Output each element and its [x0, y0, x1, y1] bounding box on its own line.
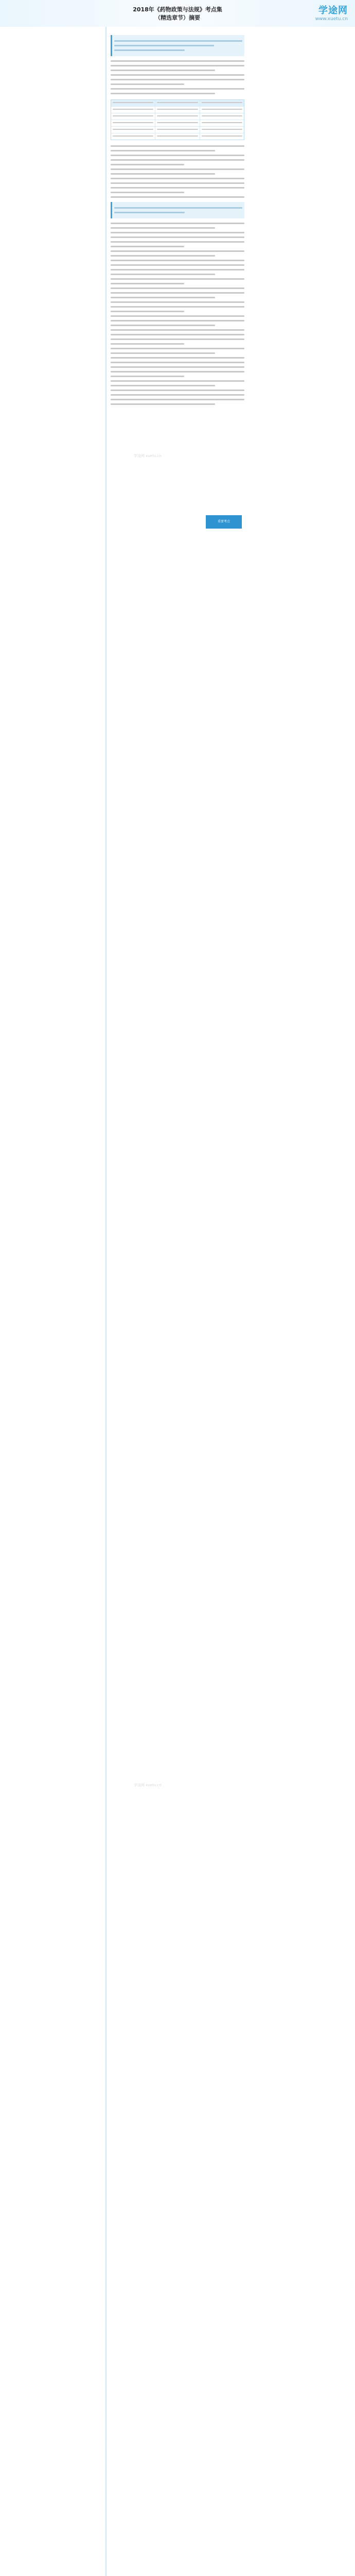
brand-name: 学途网 — [318, 5, 348, 16]
document-body — [111, 31, 244, 408]
brand-url: www.xuetu.cn — [315, 16, 348, 22]
left-margin-rule — [105, 27, 106, 2576]
data-table — [111, 99, 244, 140]
highlight-block — [111, 35, 244, 56]
watermark: 学途网 xuetu.cn — [134, 454, 162, 458]
doc-title-line1: 2018年《药物政策与法规》考点集 — [133, 6, 222, 13]
key-point-callout: 重要考点 — [206, 515, 242, 529]
watermark: 学途网 xuetu.cn — [134, 1783, 162, 1787]
doc-title-line2: （精选章节）摘要 — [155, 14, 200, 21]
top-banner — [0, 0, 355, 27]
highlight-block — [111, 202, 244, 218]
